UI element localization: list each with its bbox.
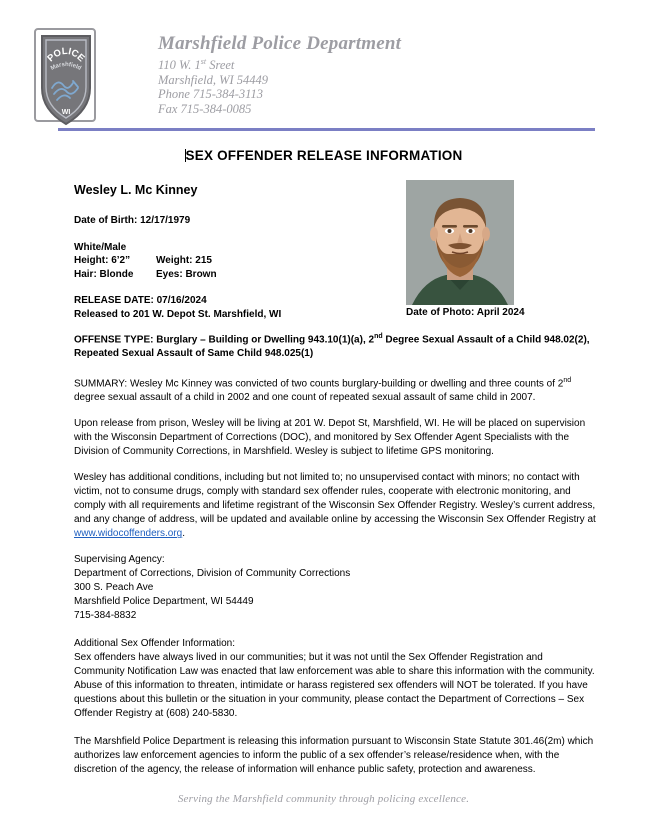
department-fax: Fax 715-384-0085	[158, 101, 252, 116]
offender-hair-eyes-row	[74, 268, 594, 282]
page-title	[0, 148, 647, 163]
svg-text:WI: WI	[61, 109, 71, 116]
offense-ordinal-suffix: nd	[374, 333, 383, 340]
letterhead	[0, 0, 647, 130]
released-to-address: Released to 201 W. Depot St. Marshfield, WI	[74, 308, 282, 320]
summary-post: degree sexual assault of a child in 2002 and one count of repeated sexual assault of same child in 2007.	[74, 392, 536, 404]
offender-details-block	[74, 182, 594, 321]
offender-height: Height: 6’2”	[74, 255, 131, 266]
offender-eyes: Eyes: Brown	[156, 268, 217, 280]
page-title-text: SEX OFFENDER RELEASE INFORMATION	[185, 148, 463, 163]
department-street	[158, 55, 578, 73]
narrative-body	[74, 374, 596, 789]
street-ordinal-suffix: st	[200, 57, 207, 66]
supervising-agency-city: Marshfield Police Department, WI 54449	[74, 596, 254, 608]
summary-ordinal-suffix: nd	[563, 377, 572, 384]
statute-paragraph: The Marshfield Police Department is releasing this information pursuant to Wisconsin State Statute 301.46(2m) which authorizes law enforcement agencies to inform the public of a sex offender’s release/residence when, with the discretion of the agency, the release of information will enhance public safety, protection and awareness.	[74, 736, 594, 776]
summary-pre: SUMMARY: Wesley Mc Kinney was convicted of two counts burglary-building or dwelling and three counts of 2	[74, 378, 564, 390]
street-post: Sreet	[206, 58, 235, 73]
mugshot-image	[406, 180, 514, 305]
additional-info-body: Sex offenders have always lived in our communities; but it was not until the Sex Offender Registration and Community Notification Law was enacted that law enforcement was able to share this information with the community. Abuse of this information to threaten, intimidate or harass registered sex offenders will NOT be tolerated. If you have questions about this bulletin or the situation in your community, please contact the Department of Corrections – Sex Offender Registry at (608) 240-5830.	[74, 652, 595, 720]
footer-tagline: Serving the Marshfield community through policing excellence.	[177, 793, 470, 805]
offender-mugshot-photo	[406, 180, 514, 305]
additional-info-block	[74, 637, 596, 721]
summary-paragraph	[74, 374, 596, 405]
svg-text:Marshfield: Marshfield	[50, 61, 83, 72]
offense-type	[74, 330, 594, 361]
supervising-agency-name: Department of Corrections, Division of Community Corrections	[74, 568, 351, 580]
release-plan-paragraph: Upon release from prison, Wesley will be living at 201 W. Depot St, Marshfield, WI. He will be placed on supervision with the Wisconsin Department of Corrections (DOC), and monitored by Sex Offender Agent Specialists with the Division of Community Corrections, in Marshfield. Wesley is subject to lifetime GPS monitoring.	[74, 418, 586, 458]
offender-hair: Hair: Blonde	[74, 268, 134, 280]
registry-link[interactable]: www.widocoffenders.org	[74, 528, 183, 540]
offender-race-sex: White/Male	[74, 241, 127, 253]
department-name: Marshfield Police Department	[158, 33, 402, 54]
supervising-agency-phone: 715-384-8832	[74, 610, 137, 622]
conditions-pre: Wesley has additional conditions, including but not limited to; no unsupervised contact with minors; no contact with victim, not to consume drugs, comply with standard sex offender rules, cooperate with electronic monitoring, and comply with all requirements and lifetime registrant of the Wisconsin Sex Offender Registry. Wesley’s current address, and any change of address, will be updated and available online by accessing the Wisconsin Sex Offender Registry at	[74, 472, 596, 526]
offense-pre: OFFENSE TYPE: Burglary – Building or Dwelling 943.10(1)(a), 2	[74, 334, 375, 346]
offender-height-weight-row	[74, 254, 594, 268]
release-date: RELEASE DATE: 07/16/2024	[74, 295, 207, 306]
supervising-agency-block	[74, 553, 596, 623]
department-identity	[158, 33, 578, 116]
department-city-state-zip: Marshfield, WI 54449	[158, 72, 269, 87]
supervising-agency-street: 300 S. Peach Ave	[74, 582, 154, 594]
svg-text:POLICE: POLICE	[45, 45, 87, 65]
conditions-paragraph	[74, 471, 596, 541]
street-pre: 110 W. 1	[158, 58, 201, 73]
additional-info-heading: Additional Sex Offender Information:	[74, 638, 236, 650]
offender-dob: Date of Birth: 12/17/1979	[74, 215, 191, 226]
conditions-post: .	[182, 528, 185, 540]
offender-name: Wesley L. Mc Kinney	[74, 183, 198, 197]
offender-weight: Weight: 215	[156, 255, 212, 266]
department-phone: Phone 715-384-3113	[158, 87, 263, 102]
header-divider-rule	[58, 128, 595, 131]
photo-date: Date of Photo: April 2024	[406, 307, 525, 318]
police-badge-logo	[34, 28, 100, 128]
badge-shield-icon	[37, 30, 95, 128]
supervising-agency-heading: Supervising Agency:	[74, 554, 165, 566]
offense-post: Degree Sexual Assault of a Child 948.02(2), Repeated Sexual Assault of Same Child 948.025(1)	[74, 334, 590, 360]
